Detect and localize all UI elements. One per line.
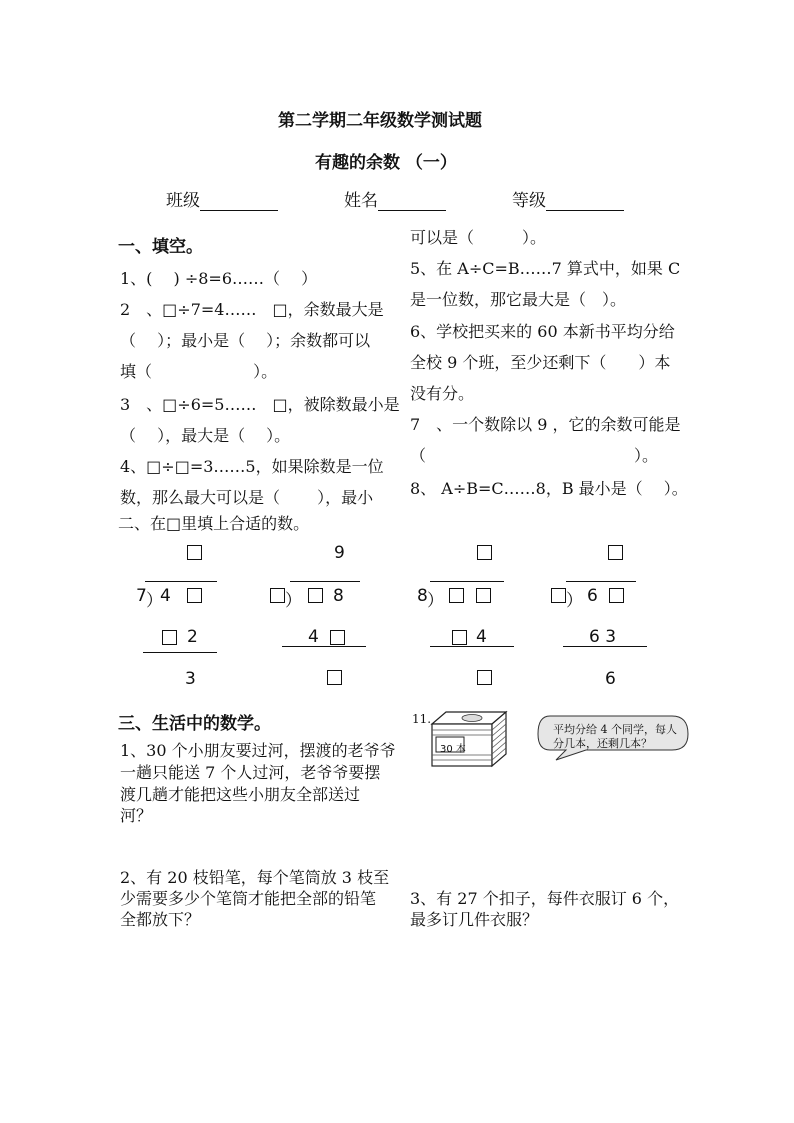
question-6-line3: 没有分。 bbox=[410, 384, 475, 403]
section2-heading: 二、在□里填上合适的数。 bbox=[118, 514, 310, 533]
question-4-line1: 4、□÷□=3……5，如果除数是一位 bbox=[120, 457, 384, 476]
p4-product: 6 3 bbox=[589, 627, 617, 647]
problem-1-line2: 一趟只能送 7 个人过河，老爷爷要摆 bbox=[120, 763, 381, 782]
page-title: 第二学期二年级数学测试题 bbox=[278, 111, 482, 131]
p3-bracket: ） bbox=[427, 591, 444, 611]
question-6-line2: 全校 9 个班，至少还剩下（ ）本 bbox=[410, 353, 671, 372]
question-4-line3: 可以是（ ）。 bbox=[410, 228, 547, 247]
p1-subtract-bar bbox=[143, 652, 217, 653]
speech-bubble-line1: 平均分给 4 个同学，每人 bbox=[553, 723, 677, 736]
p1-remainder: 3 bbox=[185, 669, 196, 689]
question-2-line1: 2 、□÷7=4…… □，余数最大是 bbox=[120, 300, 384, 319]
p2-product-box[interactable] bbox=[330, 630, 345, 645]
p3-product-box[interactable] bbox=[452, 630, 467, 645]
problem-1-line3: 渡几趟才能把这些小朋友全部送过 bbox=[120, 785, 361, 804]
speech-bubble-line2: 分几本，还剩几本？ bbox=[553, 737, 652, 750]
book-stack-illustration bbox=[428, 708, 510, 770]
grade-field bbox=[512, 191, 624, 211]
p2-division-bar bbox=[290, 581, 360, 582]
grade-blank[interactable] bbox=[546, 192, 624, 211]
p2-remainder-box[interactable] bbox=[327, 670, 342, 685]
problem-3-line2: 最多订几件衣服？ bbox=[410, 910, 539, 929]
p2-dividend-box[interactable] bbox=[308, 588, 323, 603]
p1-dividend-box[interactable] bbox=[187, 588, 202, 603]
p4-division-bar bbox=[566, 581, 636, 582]
book-stack-label: 30 本 bbox=[440, 744, 466, 755]
question-2-line2: （ ）；最小是（ ）；余数都可以 bbox=[120, 331, 371, 350]
p4-remainder: 6 bbox=[605, 669, 616, 689]
p2-quotient: 9 bbox=[334, 543, 345, 563]
class-label: 班级 bbox=[166, 191, 200, 211]
p1-product-digit: 2 bbox=[187, 627, 198, 647]
p3-dividend-box-1[interactable] bbox=[449, 588, 464, 603]
p2-dividend-right: 8 bbox=[333, 586, 344, 606]
p2-subtract-bar bbox=[282, 646, 366, 647]
p4-divisor-box[interactable] bbox=[551, 588, 566, 603]
question-1: 1、( ) ÷8=6……（ ） bbox=[120, 269, 318, 288]
p2-divisor-box[interactable] bbox=[270, 588, 285, 603]
problem-3-line1: 3、有 27 个扣子，每件衣服订 6 个， bbox=[410, 889, 680, 908]
question-2-line3: 填（ ）。 bbox=[120, 362, 278, 381]
name-blank[interactable] bbox=[378, 192, 446, 211]
question-7-line1: 7 、一个数除以 9 ，它的余数可能是 bbox=[410, 415, 681, 434]
section1-heading: 一、填空。 bbox=[118, 237, 203, 257]
question-6-line1: 6、学校把买来的 60 本新书平均分给 bbox=[410, 322, 675, 341]
p4-dividend-box[interactable] bbox=[609, 588, 624, 603]
p3-quotient-box[interactable] bbox=[477, 545, 492, 560]
grade-label: 等级 bbox=[512, 191, 546, 211]
p3-dividend-box-2[interactable] bbox=[476, 588, 491, 603]
p1-bracket: ） bbox=[146, 591, 163, 611]
p1-product-box[interactable] bbox=[162, 630, 177, 645]
question-4-line2: 数，那么最大可以是（ ），最小 bbox=[120, 488, 374, 507]
problem-11-number: 11. bbox=[412, 712, 432, 726]
p3-product-digit: 4 bbox=[476, 627, 487, 647]
p4-dividend-left: 6 bbox=[587, 586, 598, 606]
p1-quotient-box[interactable] bbox=[187, 545, 202, 560]
question-8: 8、 A÷B=C……8，B 最小是（ ）。 bbox=[410, 479, 688, 498]
problem-2-line3: 全都放下？ bbox=[120, 910, 201, 929]
class-field bbox=[166, 191, 278, 211]
problem-2-line2: 少需要多少个笔筒才能把全部的铅笔 bbox=[120, 889, 377, 908]
p4-subtract-bar bbox=[563, 646, 647, 647]
name-field bbox=[344, 191, 446, 211]
question-7-line2: （ ）。 bbox=[410, 446, 659, 465]
page-subtitle: 有趣的余数 （一） bbox=[315, 153, 457, 173]
problem-1-line4: 河？ bbox=[120, 806, 153, 825]
p2-bracket: ） bbox=[285, 591, 302, 611]
p3-division-bar bbox=[430, 581, 504, 582]
problem-1-line1: 1、30 个小朋友要过河，摆渡的老爷爷 bbox=[120, 741, 396, 760]
name-label: 姓名 bbox=[344, 191, 378, 211]
question-3-line2: （ ），最大是（ ）。 bbox=[120, 426, 291, 445]
section3-heading: 三、生活中的数学。 bbox=[118, 714, 271, 734]
p3-divisor: 8 bbox=[417, 586, 428, 606]
question-3-line1: 3 、□÷6=5…… □，被除数最小是 bbox=[120, 395, 400, 414]
p3-remainder-box[interactable] bbox=[477, 670, 492, 685]
p3-subtract-bar bbox=[430, 646, 514, 647]
problem-2-line1: 2、有 20 枝铅笔，每个笔筒放 3 枝至 bbox=[120, 868, 390, 887]
class-blank[interactable] bbox=[200, 192, 278, 211]
p1-divisor: 7 bbox=[136, 586, 147, 606]
p1-division-bar bbox=[145, 581, 217, 582]
p1-dividend-left: 4 bbox=[160, 586, 171, 606]
question-5-line2: 是一位数，那它最大是（ ）。 bbox=[410, 290, 627, 309]
p4-bracket: ） bbox=[566, 591, 583, 611]
p2-product-left: 4 bbox=[308, 627, 319, 647]
p4-quotient-box[interactable] bbox=[608, 545, 623, 560]
question-5-line1: 5、在 A÷C=B……7 算式中，如果 C bbox=[410, 259, 681, 278]
